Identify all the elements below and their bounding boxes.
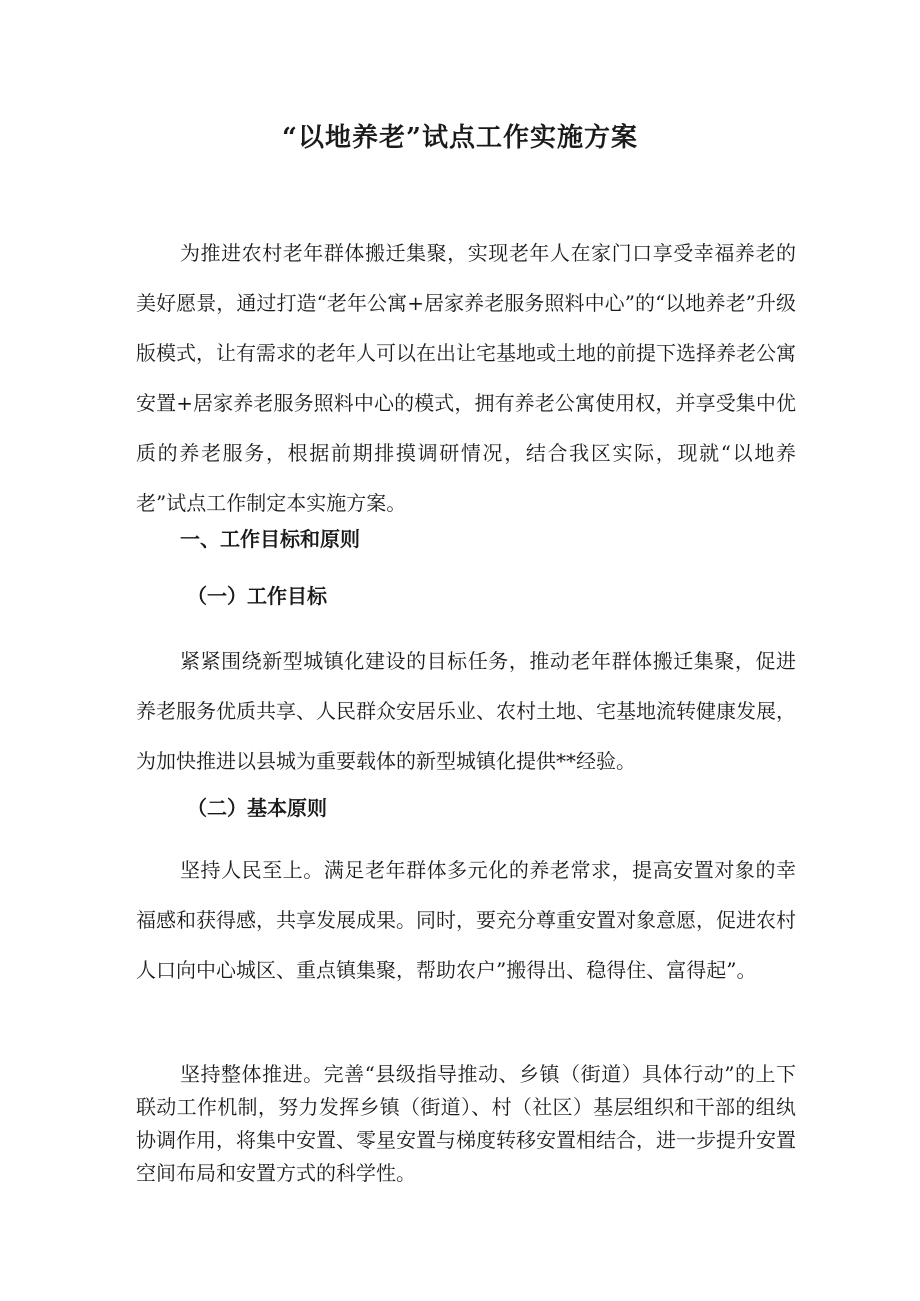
goals-paragraph: 紧紧围绕新型城镇化建设的目标任务，推动老年群体搬迁集聚，促进养老服务优质共享、人民群众安居乐业、农村土地、宅基地流转健康发展，为加快推进以县城为重要载体的新型城镇化提供**经验。 [136,649,796,773]
section-heading-goals-principles: 一、工作目标和原则 [180,527,360,551]
principle-people-first-paragraph: 坚持人民至上。满足老年群体多元化的养老常求，提高安置对象的幸福感和获得感，共享发展成果。同时，要充分尊重安置对象意愿，促进农村人口向中心城区、重点镇集聚，帮助农户”搬得出、稳得住、富得起”。 [136,858,796,982]
intro-paragraph: 为推进农村老年群体搬迁集聚，实现老年人在家门口享受幸福养老的美好愿景，通过打造“老年公寓+居家养老服务照料中心”的“以地养老”升级版模式，让有需求的老年人可以在出让宅基地或土地的前提下选择养老公寓安置+居家养老服务照料中心的模式，拥有养老公寓使用权，并享受集中优质的养老服务，根据前期排摸调研情况，结合我区实际，现就“以地养老”试点工作制定本实施方案。 [136,241,796,515]
document-title: “以地养老”试点工作实施方案 [282,123,638,153]
principle-overall-advance-paragraph: 坚持整体推进。完善“县级指导推动、乡镇（街道）具体行动”的上下联动工作机制，努力发挥乡镇（街道）、村（社区）基层组织和干部的组纨协调作用，将集中安置、零星安置与梯度转移安置相结合，进一步提升安置空间布局和安置方式的科学性。 [136,1062,796,1185]
subsection-heading-principles: （二）基本原则 [187,796,327,820]
subsection-heading-goals: （一）工作目标 [187,584,327,608]
